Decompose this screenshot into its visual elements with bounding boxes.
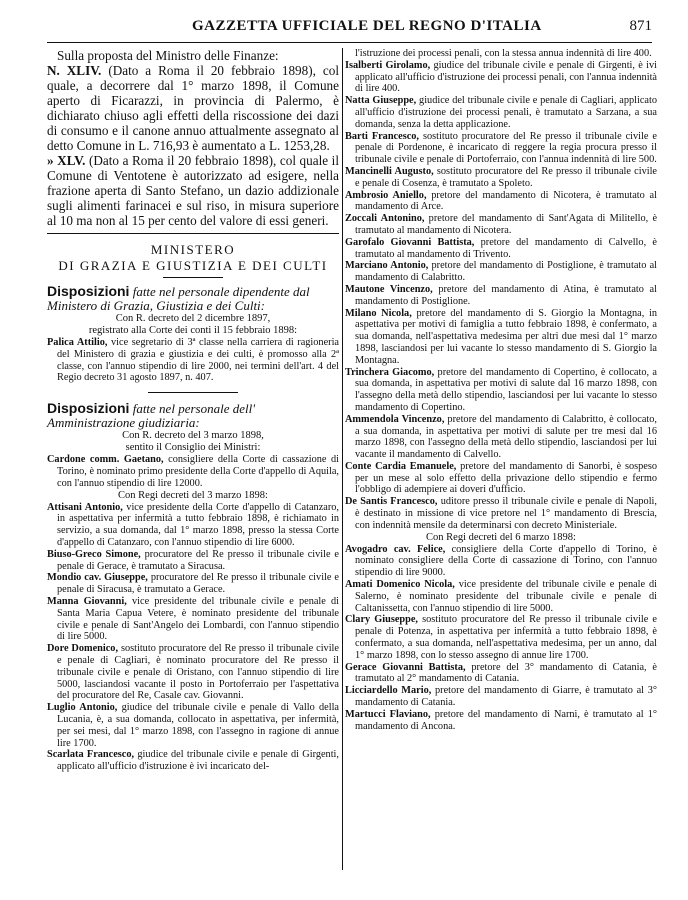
entry-text: procuratore del Re presso il tribunale civile e penale di Gerace, è tramutato a Siracusa. <box>57 548 340 572</box>
entry-item <box>345 662 657 686</box>
right-decree: Con Regi decreti del 6 marzo 1898: <box>426 531 576 543</box>
entry-name: Biuso-Greco Simone, <box>47 548 141 560</box>
entry-text: uditore presso il tribunale civile e penale di Napoli, è destinato in missione di vice pretore nel 1° mandamento di Brescia, con indennità mensile da determinarsi con decreto Ministeriale. <box>355 496 657 531</box>
entry-text: pretore del mandamento di Narni, è tramutato al 1° mandamento di Ancona. <box>355 708 658 732</box>
entry-text: vice presidente della Corte d'appello di Catanzaro, in aspettativa per infermità a tutto febbraio 1898, è richiamato in servizio, a sua domanda, dal 1° marzo 1898, presso la stessa Corte d'appello di Catanzaro, con l'annuo stipendio di lire 6000. <box>57 501 339 548</box>
entry-name: Milano Nicola, <box>345 307 412 319</box>
entry-item <box>345 414 657 461</box>
entry-text: giudice del tribunale civile e penale di Girgenti, applicato all'ufficio d'istruzione è ivi incaricato del- <box>57 749 339 773</box>
ministry-line2: DI GRAZIA E GIUSTIZIA E DEI CULTI <box>58 258 328 273</box>
entry-item <box>345 260 657 284</box>
finance-items <box>47 63 339 228</box>
entry-item <box>345 166 657 190</box>
entry-item <box>345 367 657 414</box>
entry-name: Avogadro cav. Felice, <box>345 543 446 555</box>
entry-name: Palica Attilio, <box>47 337 108 348</box>
column-divider <box>342 48 343 870</box>
entry-item <box>47 596 339 643</box>
page-header <box>47 14 652 38</box>
entry-text: giudice del tribunale civile e penale di Girgenti, è ivi applicato all'ufficio d'istruzione dei processi penali, con l'annua indennità di lire 400. <box>355 59 658 95</box>
entry-item <box>345 237 657 261</box>
entry-text: vice presidente del tribunale civile e penale di Santa Maria Capua Vetere, è nominato presidente del tribunale civile e penale di Sant'Angelo dei Lombardi, con l'annuo stipendio di lire 5000. <box>57 595 339 643</box>
entry-item <box>47 749 339 773</box>
entry-item <box>47 63 339 153</box>
entry-name: Ambrosio Aniello, <box>345 189 427 201</box>
entry-name: Dore Domenico, <box>47 643 119 655</box>
entry-text: procuratore del Re presso il tribunale civile e penale di Siracusa, è tramutato a Gerace. <box>57 572 340 596</box>
entry-item <box>345 709 657 733</box>
section-break <box>148 392 238 393</box>
entry-text: sostituto procuratore del Re presso il tribunale civile e penale di Pordenone, è incaricato di reggere la regia procura presso il tribunale civile e penale di Portoferraio, con l'annua indennità di lire 500. <box>355 130 657 166</box>
entry-name: Manna Giovanni, <box>47 595 127 607</box>
entry-item <box>47 337 339 384</box>
entry-name: Isalberti Girolamo, <box>345 59 431 71</box>
entry-item <box>345 685 657 709</box>
entry-text: pretore del mandamento di Nicotera, è tramutato al mandamento di Arce. <box>355 189 657 213</box>
entry-name: Mondio cav. Giuseppe, <box>47 572 148 584</box>
entry-text: pretore del mandamento di Calvello, è tramutato al mandamento di Trivento. <box>355 236 657 260</box>
section2-decree3: Con Regi decreti del 3 marzo 1898: <box>118 489 268 501</box>
entry-text: vice segretario di 3ª classe nella carriera di ragioneria del Ministero di grazia e giustizia e dei culti, è promosso alla 2ª classe, con l'annuo stipendio di lire 2000, nei termini dell'art. 4 del Regio decreto 31 agosto 1897, n. 407. <box>57 337 339 384</box>
section1-entries <box>47 337 339 384</box>
entry-name: Martucci Flaviano, <box>345 708 431 720</box>
law-number: N. XLIV. <box>47 63 102 78</box>
entry-name: Garofalo Giovanni Battista, <box>345 236 475 248</box>
entry-item <box>47 572 339 596</box>
section1-title-bold: Disposizioni <box>47 283 130 299</box>
entry-item <box>345 614 657 661</box>
entry-item <box>47 702 339 749</box>
entry-text: pretore del mandamento di Sanorbi, è sospeso per un mese al solo effetto della privazione dello stipendio e fermo l'obbligo di adempiere ai doveri d'ufficio. <box>355 460 657 496</box>
entry-text: pretore del mandamento di Copertino, è collocato, a sua domanda, in aspettativa per motivi di salute dal 16 marzo 1898, con l'assegno della metà dello stipendio, lasciandosi per lui vacante lo stesso mandamento di Copertino. <box>355 366 657 413</box>
entry-name: Natta Giuseppe, <box>345 95 417 107</box>
law-number: » XLV. <box>47 153 86 168</box>
entry-item <box>345 95 657 130</box>
left-column <box>47 48 339 773</box>
entry-item <box>47 454 339 489</box>
page-number: 871 <box>629 18 652 34</box>
entry-name: Clary Giuseppe, <box>345 614 418 626</box>
section2-title-bold: Disposizioni <box>47 400 130 417</box>
entry-name: Conte Cardia Emanuele, <box>345 460 457 472</box>
entry-item <box>47 643 339 702</box>
right-entries-a <box>345 60 657 532</box>
right-entries-b <box>345 544 657 733</box>
entry-item <box>345 579 657 614</box>
header-rule <box>47 42 652 43</box>
entry-item <box>345 461 657 496</box>
ministry-rule <box>163 277 223 278</box>
entry-name: Licciardello Mario, <box>345 685 432 697</box>
entry-name: Amati Domenico Nicola, <box>345 579 455 591</box>
entry-name: Luglio Antonio, <box>47 702 118 714</box>
gazette-title: GAZZETTA UFFICIALE DEL REGNO D'ITALIA <box>192 18 542 34</box>
entry-text: pretore del mandamento di Calabritto, è collocato, a sua domanda, in aspettativa per motivi di salute per tre mesi dal 16 marzo 1898, con l'assegno della metà dello stipendio, lasciandosi per lui vacante il mandamento di Calvello. <box>355 413 658 461</box>
entry-text: pretore del mandamento di S. Giorgio la Montagna, in aspettativa per motivi di famiglia a tutto febbraio 1898, è confermato, a sua domanda, nell'aspettativa medesima per altri due mesi dal 1° marzo 1898, lasciandosi per lui vacante lo stesso mandamento di S. Giorgio la Montagna. <box>355 307 658 366</box>
entry-text: consigliere della Corte di cassazione di Torino, è nominato primo presidente della Corte d'appello di Aquila, con l'annuo stipendio di lire 12000. <box>57 454 339 489</box>
section2-title <box>47 401 339 430</box>
entry-name: Ammendola Vincenzo, <box>345 413 445 425</box>
entry-item <box>47 502 339 549</box>
entry-item <box>345 544 657 579</box>
ministry-line1: MINISTERO <box>150 242 236 257</box>
right-column <box>345 48 657 732</box>
finance-intro: Sulla proposta del Ministro delle Finanze: <box>57 48 279 63</box>
entry-text: (Dato a Roma il 20 febbraio 1898), col quale il Comune di Ventotene è autorizzato ad esigere, nella frazione aperta di Santo Stefano, un dazio addizionale sugli alimenti farinacei e sul riso, in misura superiore al 10 ma non al 15 per cento del valore di essi generi. <box>47 153 340 228</box>
section2-entries-b <box>47 502 339 773</box>
continuation-text: l'istruzione dei processi penali, con la stessa annua indennità di lire 400. <box>355 48 652 59</box>
entry-text: consigliere della Corte d'appello di Torino, è nominato consigliere della Corte di cassazione di Torino, con l'annuo stipendio di lire 9000. <box>355 543 658 579</box>
entry-item <box>47 153 339 228</box>
entry-text: pretore del mandamento di Atina, è tramutato al mandamento di Postiglione. <box>355 283 657 307</box>
entry-text: pretore del mandamento di Giarre, è tramutato al 3° mandamento di Catania. <box>355 685 657 709</box>
entry-text: sostituto procuratore del Re presso il tribunale civile e penale di Potenza, in aspettativa per infermità a tutto febbraio 1898, è confermato, a sua domanda, nell'aspettativa medesima, per un anno, dal 1° marzo 1898, con lo stesso assegno di annue lire 1700. <box>355 614 657 661</box>
entry-text: sostituto procuratore del Re presso il tribunale civile e penale di Cagliari, è nominato procuratore del Re presso il tribunale civile e penale di Oristano, con l'annuo stipendio di lire 5000, lasciandosi vacante il posto in Portoferraio per l'aspettativa del procuratore del Re, Casale cav. Giovanni. <box>57 643 339 702</box>
entry-item <box>345 284 657 308</box>
entry-text: sostituto procuratore del Re presso il tribunale civile e penale di Cosenza, è tramutato a Spoleto. <box>355 165 658 189</box>
entry-text: (Dato a Roma il 20 febbraio 1898), col quale, a decorrere dal 1° marzo 1898, il Comune aperto di Ficarazzi, in provincia di Palermo, è dichiarato chiuso agli effetti della riscossione dei dazi di consumo e il canone annuo attualmente assegnato al detto Comune in L. 716,93 è aumentato a L. 1253,28. <box>47 63 339 153</box>
section1-decree2: registrato alla Corte dei conti il 15 febbraio 1898: <box>88 325 298 336</box>
section2-title-italic: fatte nel personale dell' Amministrazione giudiziaria: <box>47 401 255 431</box>
entry-item <box>345 190 657 214</box>
entry-item <box>345 60 657 95</box>
entry-name: Marciano Antonio, <box>345 260 429 272</box>
section2-entries-a <box>47 454 339 489</box>
entry-name: De Santis Francesco, <box>345 496 438 508</box>
entry-name: Barti Francesco, <box>345 130 419 142</box>
section2-decree2: sentito il Consiglio dei Ministri: <box>125 442 261 454</box>
section-rule <box>47 233 339 234</box>
entry-name: Scarlata Francesco, <box>47 749 135 761</box>
entry-text: giudice del tribunale civile e penale di Cagliari, applicato all'ufficio d'istruzione dei processi penali, è tramutato a Sarzana, a sua domanda, senza la detta applicazione. <box>355 95 658 130</box>
entry-text: pretore del 3° mandamento di Catania, è tramutato al 2° mandamento di Catania. <box>355 661 657 685</box>
entry-text: pretore del mandamento di Postiglione, è tramutato al mandamento di Calabritto. <box>355 260 657 284</box>
section1-decree1: Con R. decreto del 2 dicembre 1897, <box>115 313 271 324</box>
entry-name: Gerace Giovanni Battista, <box>345 661 466 673</box>
entry-name: Cardone comm. Gaetano, <box>47 454 164 466</box>
entry-item <box>345 213 657 237</box>
section2-decree1: Con R. decreto del 3 marzo 1898, <box>122 430 264 442</box>
entry-item <box>345 496 657 531</box>
entry-item <box>47 549 339 573</box>
entry-text: giudice del tribunale civile e penale di Vallo della Lucania, è, a sua domanda, collocato in aspettativa, per infermità, per sei mesi, dal 1° marzo 1898, con l'assegno in ragione di annue lire 1700. <box>57 702 340 749</box>
entry-name: Trinchera Giacomo, <box>345 366 435 378</box>
entry-name: Mancinelli Augusto, <box>345 165 434 177</box>
entry-name: Attisani Antonio, <box>47 501 123 513</box>
entry-text: pretore del mandamento di Sant'Agata di Militello, è tramutato al mandamento di Nicotera. <box>355 213 658 236</box>
section1-title-italic: fatte nel personale dipendente dal Ministero di Grazia, Giustizia e dei Culti: <box>47 284 310 313</box>
entry-name: Mautone Vincenzo, <box>345 283 433 295</box>
section1-title <box>47 284 339 313</box>
entry-item <box>345 131 657 166</box>
entry-name: Zoccali Antonino, <box>345 213 425 225</box>
entry-text: vice presidente del tribunale civile e penale di Salerno, è nominato presidente del tribunale civile e penale di Caltanissetta, con l'annuo stipendio di lire 5000. <box>355 579 657 614</box>
entry-item <box>345 308 657 367</box>
